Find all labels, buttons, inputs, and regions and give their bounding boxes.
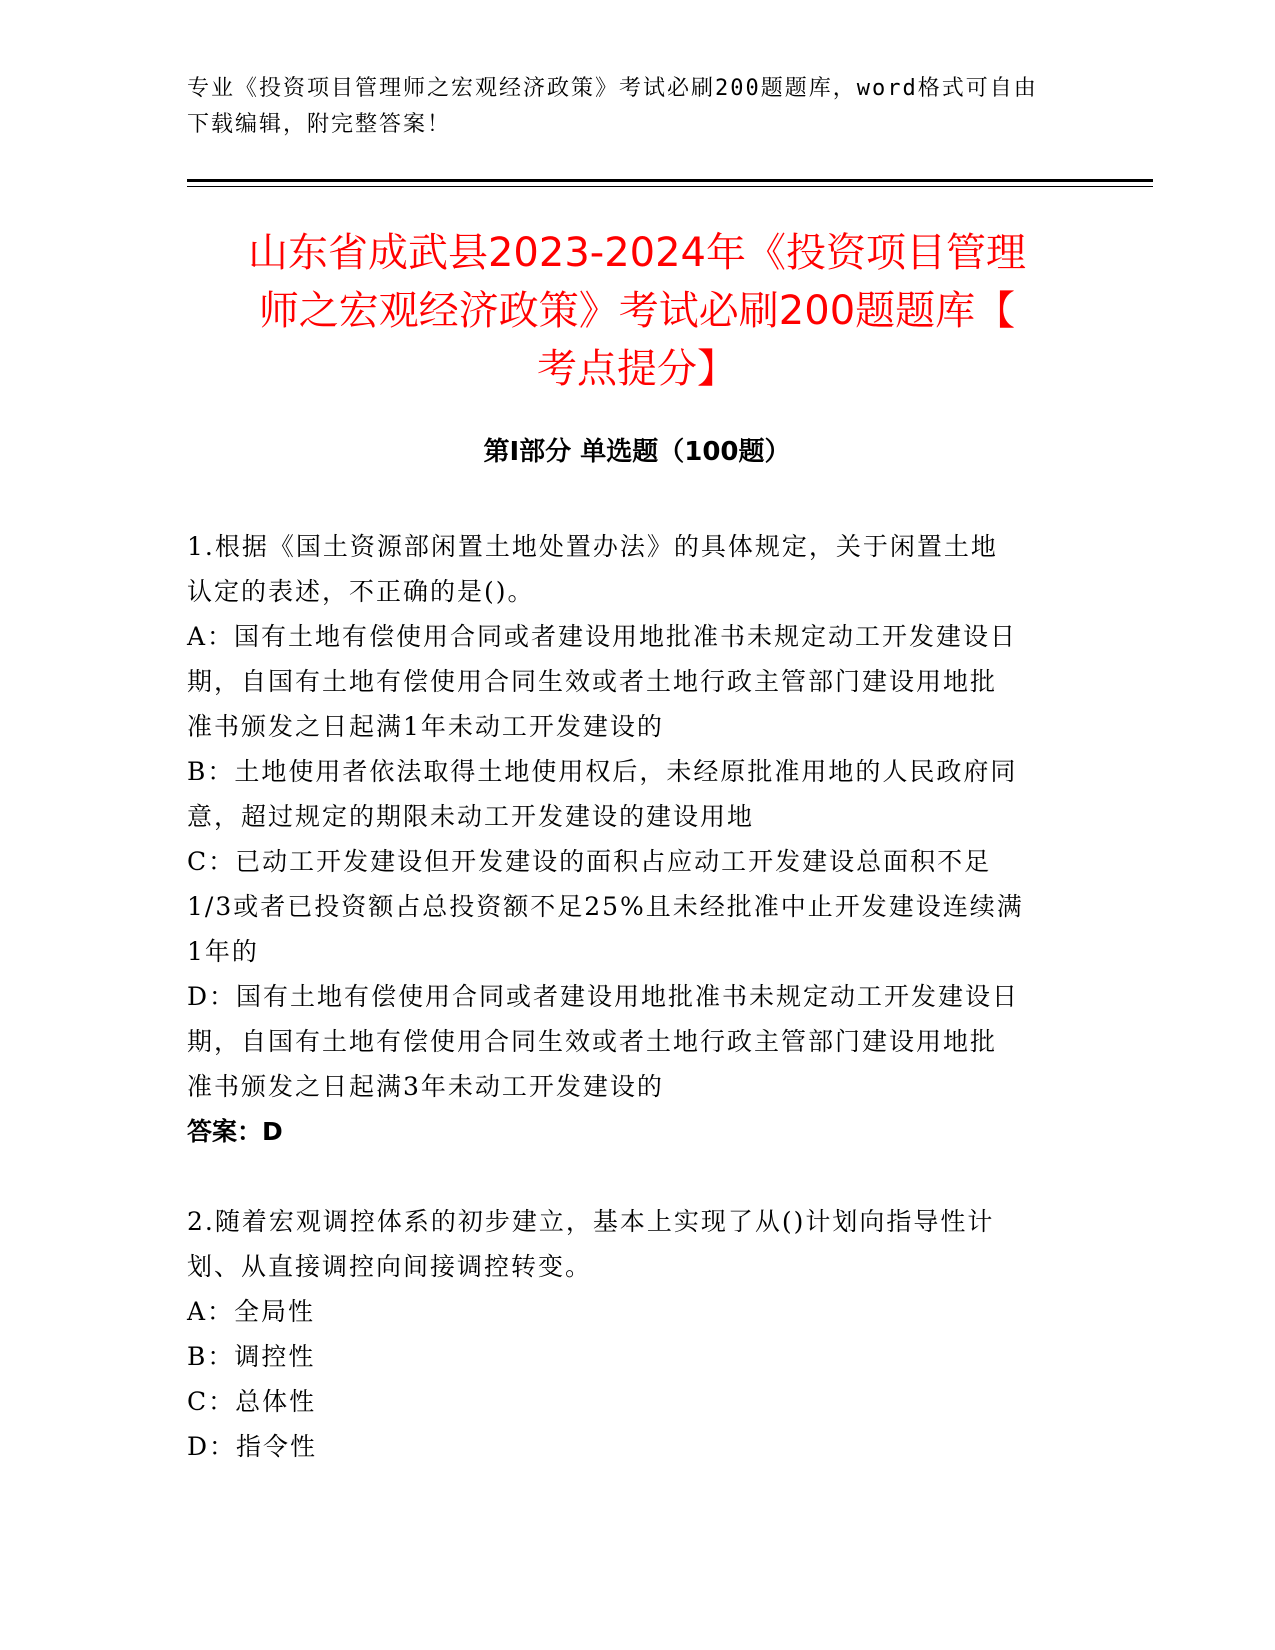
question-list [187,524,1087,1469]
option-b: B：土地使用者依法取得土地使用权后，未经原批准用地的人民政府同 [187,757,1018,786]
question-stem: 认定的表述，不正确的是()。 [187,577,535,606]
header-note-line-1: 专业《投资项目管理师之宏观经济政策》考试必刷200题题库，word格式可自由 [187,76,1038,101]
document-title-line-1: 山东省成武县2023-2024年《投资项目管理 [247,230,1027,276]
question-stem: 2.随着宏观调控体系的初步建立，基本上实现了从()计划向指导性计 [187,1207,995,1236]
option-a: A：国有土地有偿使用合同或者建设用地批准书未规定动工开发建设日 [187,622,1018,651]
header-note [187,71,1087,143]
option-d: 准书颁发之日起满3年未动工开发建设的 [187,1072,664,1101]
option-c: C：已动工开发建设但开发建设的面积占应动工开发建设总面积不足 [187,847,992,876]
option-d: D：国有土地有偿使用合同或者建设用地批准书未规定动工开发建设日 [187,982,1020,1011]
option-c: 1年的 [187,937,259,966]
option-a: 准书颁发之日起满1年未动工开发建设的 [187,712,664,741]
question-stem: 1.根据《国土资源部闲置土地处置办法》的具体规定，关于闲置土地 [187,532,998,561]
document-title-line-2: 师之宏观经济政策》考试必刷200题题库【 [258,288,1016,334]
answer-label: 答案：D [187,1117,283,1146]
header-note-line-2: 下载编辑，附完整答案！ [187,112,452,137]
section-heading: 第Ⅰ部分 单选题（100题） [483,437,791,467]
header-divider-thin [187,186,1153,187]
question-item [187,524,1087,1154]
option-c: 1/3或者已投资额占总投资额不足25%且未经批准中止开发建设连续满 [187,892,1024,921]
document-title-line-3: 考点提分】 [537,346,737,392]
option-b: B：调控性 [187,1342,316,1371]
option-c: C：总体性 [187,1387,317,1416]
document-title [187,224,1087,398]
question-spacer [187,1154,1087,1199]
option-d: D：指令性 [187,1432,318,1461]
option-d: 期，自国有土地有偿使用合同生效或者土地行政主管部门建设用地批 [187,1027,998,1056]
option-a: A：全局性 [187,1297,316,1326]
header-divider-thick [187,179,1153,182]
question-item [187,1199,1087,1469]
question-stem: 划、从直接调控向间接调控转变。 [187,1252,593,1281]
option-b: 意，超过规定的期限未动工开发建设的建设用地 [187,802,755,831]
option-a: 期，自国有土地有偿使用合同生效或者土地行政主管部门建设用地批 [187,667,998,696]
